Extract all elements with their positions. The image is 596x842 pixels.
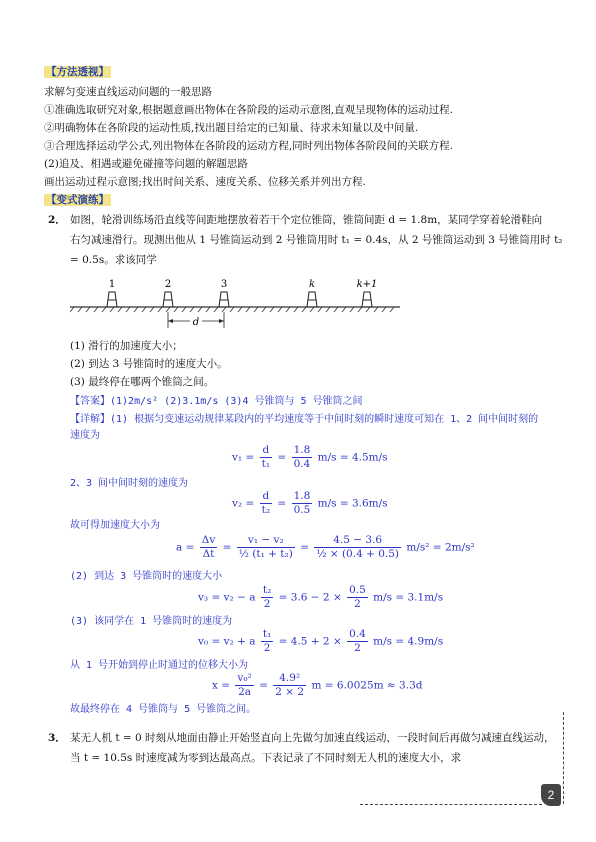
- method-line-3: ②明确物体在各阶段的运动性质,找出题目给定的已知量、待求未知量以及中间量.: [44, 122, 419, 134]
- cone-label-1: 1: [108, 279, 116, 290]
- equation-v3: v₃ = v₂ − a $\frac{\text{t₂}}{2}$ = 3.6 − 2 × $\frac{0.5}{2}$ m/s = 3.1m/s: [198, 584, 444, 611]
- cone-label-2: 2: [164, 279, 172, 290]
- equation-acceleration: a = $\frac{\Delta v}{\Delta t}$ = $\frac{\text{v₁ − v₂}}{\text{½ (t₁ + t₂)}}$ = $\frac{4.5 - 3.6}{\text{½ × (0.4 + 0.5)}}$ m/s² = 2m/s²: [176, 534, 475, 561]
- cone-label-k: k: [308, 279, 316, 290]
- q2-text-x: 从 1 号开始到停止时通过的位移大小为: [70, 660, 249, 671]
- equation-displacement: x = $\frac{\text{v₀²}}{2a}$ = $\frac{\text{4.9²}}{2 \times 2}$ m = 6.0025m ≈ 3.3d: [212, 672, 423, 699]
- cone-label-3: 3: [220, 279, 228, 290]
- method-line-4: ③合理选择运动学公式,列出物体在各阶段的运动方程,同时列出物体各阶段间的关联方程.: [44, 140, 454, 152]
- cone-3: [217, 292, 231, 307]
- q2-conclusion: 故最终停在 4 号锥筒与 5 号锥筒之间。: [70, 704, 257, 715]
- q2-sub-1: (1) 滑行的加速度大小；: [70, 340, 183, 352]
- d-label: d: [192, 317, 200, 328]
- q2-stem-line-1: 如图，轮滑训练场沿直线等间距地摆放着若干个定位锥筒，锥筒间距 d = 1.8m，某同学穿着轮滑鞋向: [70, 214, 543, 226]
- page-number-badge: 2: [541, 784, 561, 806]
- method-line-2: ①准确选取研究对象,根据题意画出物体在各阶段的运动示意图,直观呈现物体的运动过程.: [44, 104, 454, 116]
- q2-stem-line-3: = 0.5s。求该同学: [70, 254, 157, 266]
- cone-k: [305, 292, 319, 307]
- q2-text-v3: (2) 到达 3 号锥筒时的速度大小: [70, 571, 223, 582]
- equation-v1: v₁ = $\frac{d}{\text{t₁}}$ = $\frac{1.8}{0.4}$ m/s = 4.5m/s: [232, 444, 388, 471]
- method-line-5: (2)追及、相遇或避免碰撞等问题的解题思路: [44, 158, 248, 170]
- q2-answer: 【答案】(1)2m/s² (2)3.1m/s (3)4 号锥筒与 5 号锥筒之间: [70, 396, 363, 407]
- method-section-title: 【方法透视】: [46, 66, 109, 78]
- q3-number: 3．: [48, 732, 66, 744]
- cone-2: [161, 292, 175, 307]
- q2-text-v0: (3) 该同学在 1 号锥筒时的速度为: [70, 616, 233, 627]
- q2-sub-3: (3) 最终停在哪两个锥筒之间。: [70, 376, 215, 388]
- q2-detail-line-1: 【详解】(1) 根据匀变速运动规律某段内的平均速度等于中间时刻的瞬时速度可知在 1、2 间中间时刻的: [70, 414, 539, 425]
- practice-section-title: 【变式演练】: [46, 194, 109, 206]
- page-frame-dashed-right: [563, 712, 564, 804]
- q2-text-23: 2、3 间中间时刻的速度为: [70, 478, 189, 489]
- ground-hatch: [70, 307, 394, 312]
- q2-sub-2: (2) 到达 3 号锥筒时的速度大小。: [70, 358, 228, 370]
- q3-line-2: 当 t = 10.5s 时速度减为零到达最高点。下表记录了不同时刻无人机的速度大小，求: [70, 752, 462, 764]
- page-frame-dashed-bottom: [360, 804, 542, 805]
- cone-label-k-plus-1: k+1: [356, 279, 378, 290]
- equation-v0: v₀ = v₂ + a $\frac{\text{t₁}}{2}$ = 4.5 + 2 × $\frac{0.4}{2}$ m/s = 4.9m/s: [198, 628, 444, 655]
- cone-1: [105, 292, 119, 307]
- equation-v2: v₂ = $\frac{d}{\text{t₂}}$ = $\frac{1.8}{0.5}$ m/s = 3.6m/s: [232, 490, 388, 517]
- q2-detail-line-2: 速度为: [70, 430, 100, 441]
- method-line-6: 画出运动过程示意图;找出时间关系、速度关系、位移关系并列出方程.: [44, 176, 366, 188]
- q2-text-acc: 故可得加速度大小为: [70, 520, 160, 531]
- q3-line-1: 某无人机 t = 0 时刻从地面由静止开始竖直向上先做匀加速直线运动，一段时间后再做匀减速直线运动，: [70, 732, 555, 744]
- cone-k-plus-1: [360, 292, 374, 307]
- q2-number: 2．: [48, 214, 66, 226]
- cone-track-figure: [70, 274, 410, 334]
- q2-stem-line-2: 右匀减速滑行。现测出他从 1 号锥筒运动到 2 号锥筒用时 t₁ = 0.4s，从 2 号锥筒运动到 3 号锥筒用时 t₂: [70, 234, 563, 246]
- method-line-1: 求解匀变速直线运动问题的一般思路: [44, 86, 212, 98]
